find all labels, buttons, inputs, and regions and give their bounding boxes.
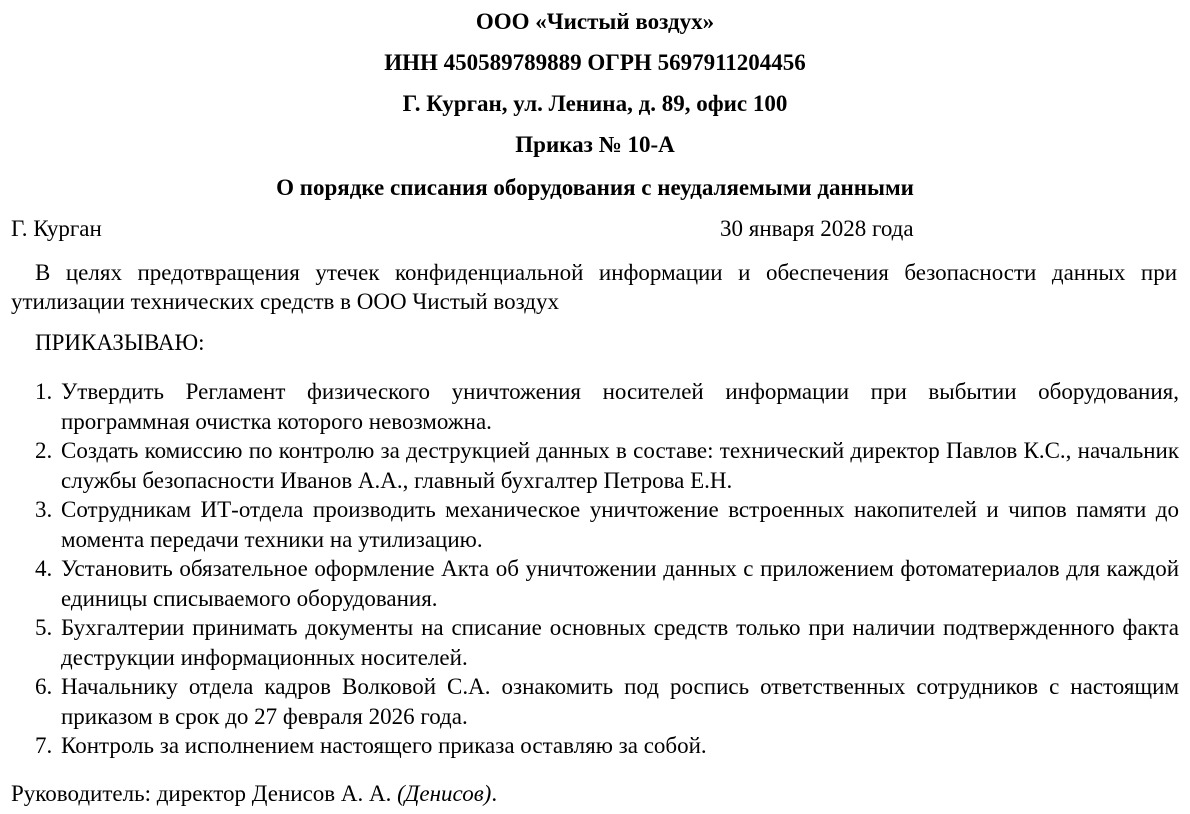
order-item (0, 672, 1190, 731)
signature-name: (Денисов) (397, 781, 492, 806)
order-item-number: 2. (35, 438, 53, 463)
company-address: Г. Курган, ул. Ленина, д. 89, офис 100 (402, 91, 788, 116)
order-item-number: 4. (35, 556, 53, 581)
signature-label: Руководитель: директор Денисов А. А. (11, 781, 392, 806)
order-number: Приказ № 10-А (515, 132, 675, 157)
order-item-number: 5. (35, 615, 53, 640)
order-word: ПРИКАЗЫВАЮ: (35, 330, 205, 355)
order-subject: О порядке списания оборудования с неудаляемыми данными (276, 175, 914, 200)
order-item (0, 731, 1190, 761)
order-item-number: 6. (35, 674, 53, 699)
order-item-text: Создать комиссию по контролю за деструкцией данных в составе: технический директор Павлов К.С., начальник службы безопасности Иванов А.А., главный бухгалтер Петрова Е.Н. (61, 438, 1179, 493)
order-item (0, 613, 1190, 672)
order-item-number: 3. (35, 497, 53, 522)
signature-line (11, 780, 497, 808)
order-item-text: Бухгалтерии принимать документы на списание основных средств только при наличии подтвержденного факта деструкции информационных носителей. (61, 615, 1179, 670)
order-item-text: Установить обязательное оформление Акта об уничтожении данных с приложением фотоматериалов для каждой единицы списываемого оборудования. (61, 556, 1179, 611)
order-item (0, 436, 1190, 495)
place: Г. Курган (11, 216, 102, 241)
order-item (0, 554, 1190, 613)
preamble: В целях предотвращения утечек конфиденциальной информации и обеспечения безопасности данных при утилизации технических средств в ООО Чистый воздух (11, 260, 1177, 314)
order-item-number: 7. (35, 733, 53, 758)
order-item-text: Утвердить Регламент физического уничтожения носителей информации при выбытии оборудования, программная очистка которого невозможна. (61, 379, 1179, 434)
order-items-list (0, 377, 1190, 761)
order-item (0, 495, 1190, 554)
date: 30 января 2028 года (720, 216, 914, 241)
signature-end: . (491, 781, 498, 806)
company-name: ООО «Чистый воздух» (475, 9, 715, 34)
order-item-number: 1. (35, 379, 53, 404)
company-registration: ИНН 450589789889 ОГРН 5697911204456 (384, 50, 806, 75)
order-item-text: Контроль за исполнением настоящего приказа оставляю за собой. (61, 733, 707, 758)
order-item-text: Начальнику отдела кадров Волковой С.А. ознакомить под роспись ответственных сотрудников с настоящим приказом в срок до 27 февраля 2026 года. (61, 674, 1179, 729)
order-item (0, 377, 1190, 436)
order-item-text: Сотрудникам ИТ-отдела производить механическое уничтожение встроенных накопителей и чипов памяти до момента передачи техники на утилизацию. (61, 497, 1179, 552)
